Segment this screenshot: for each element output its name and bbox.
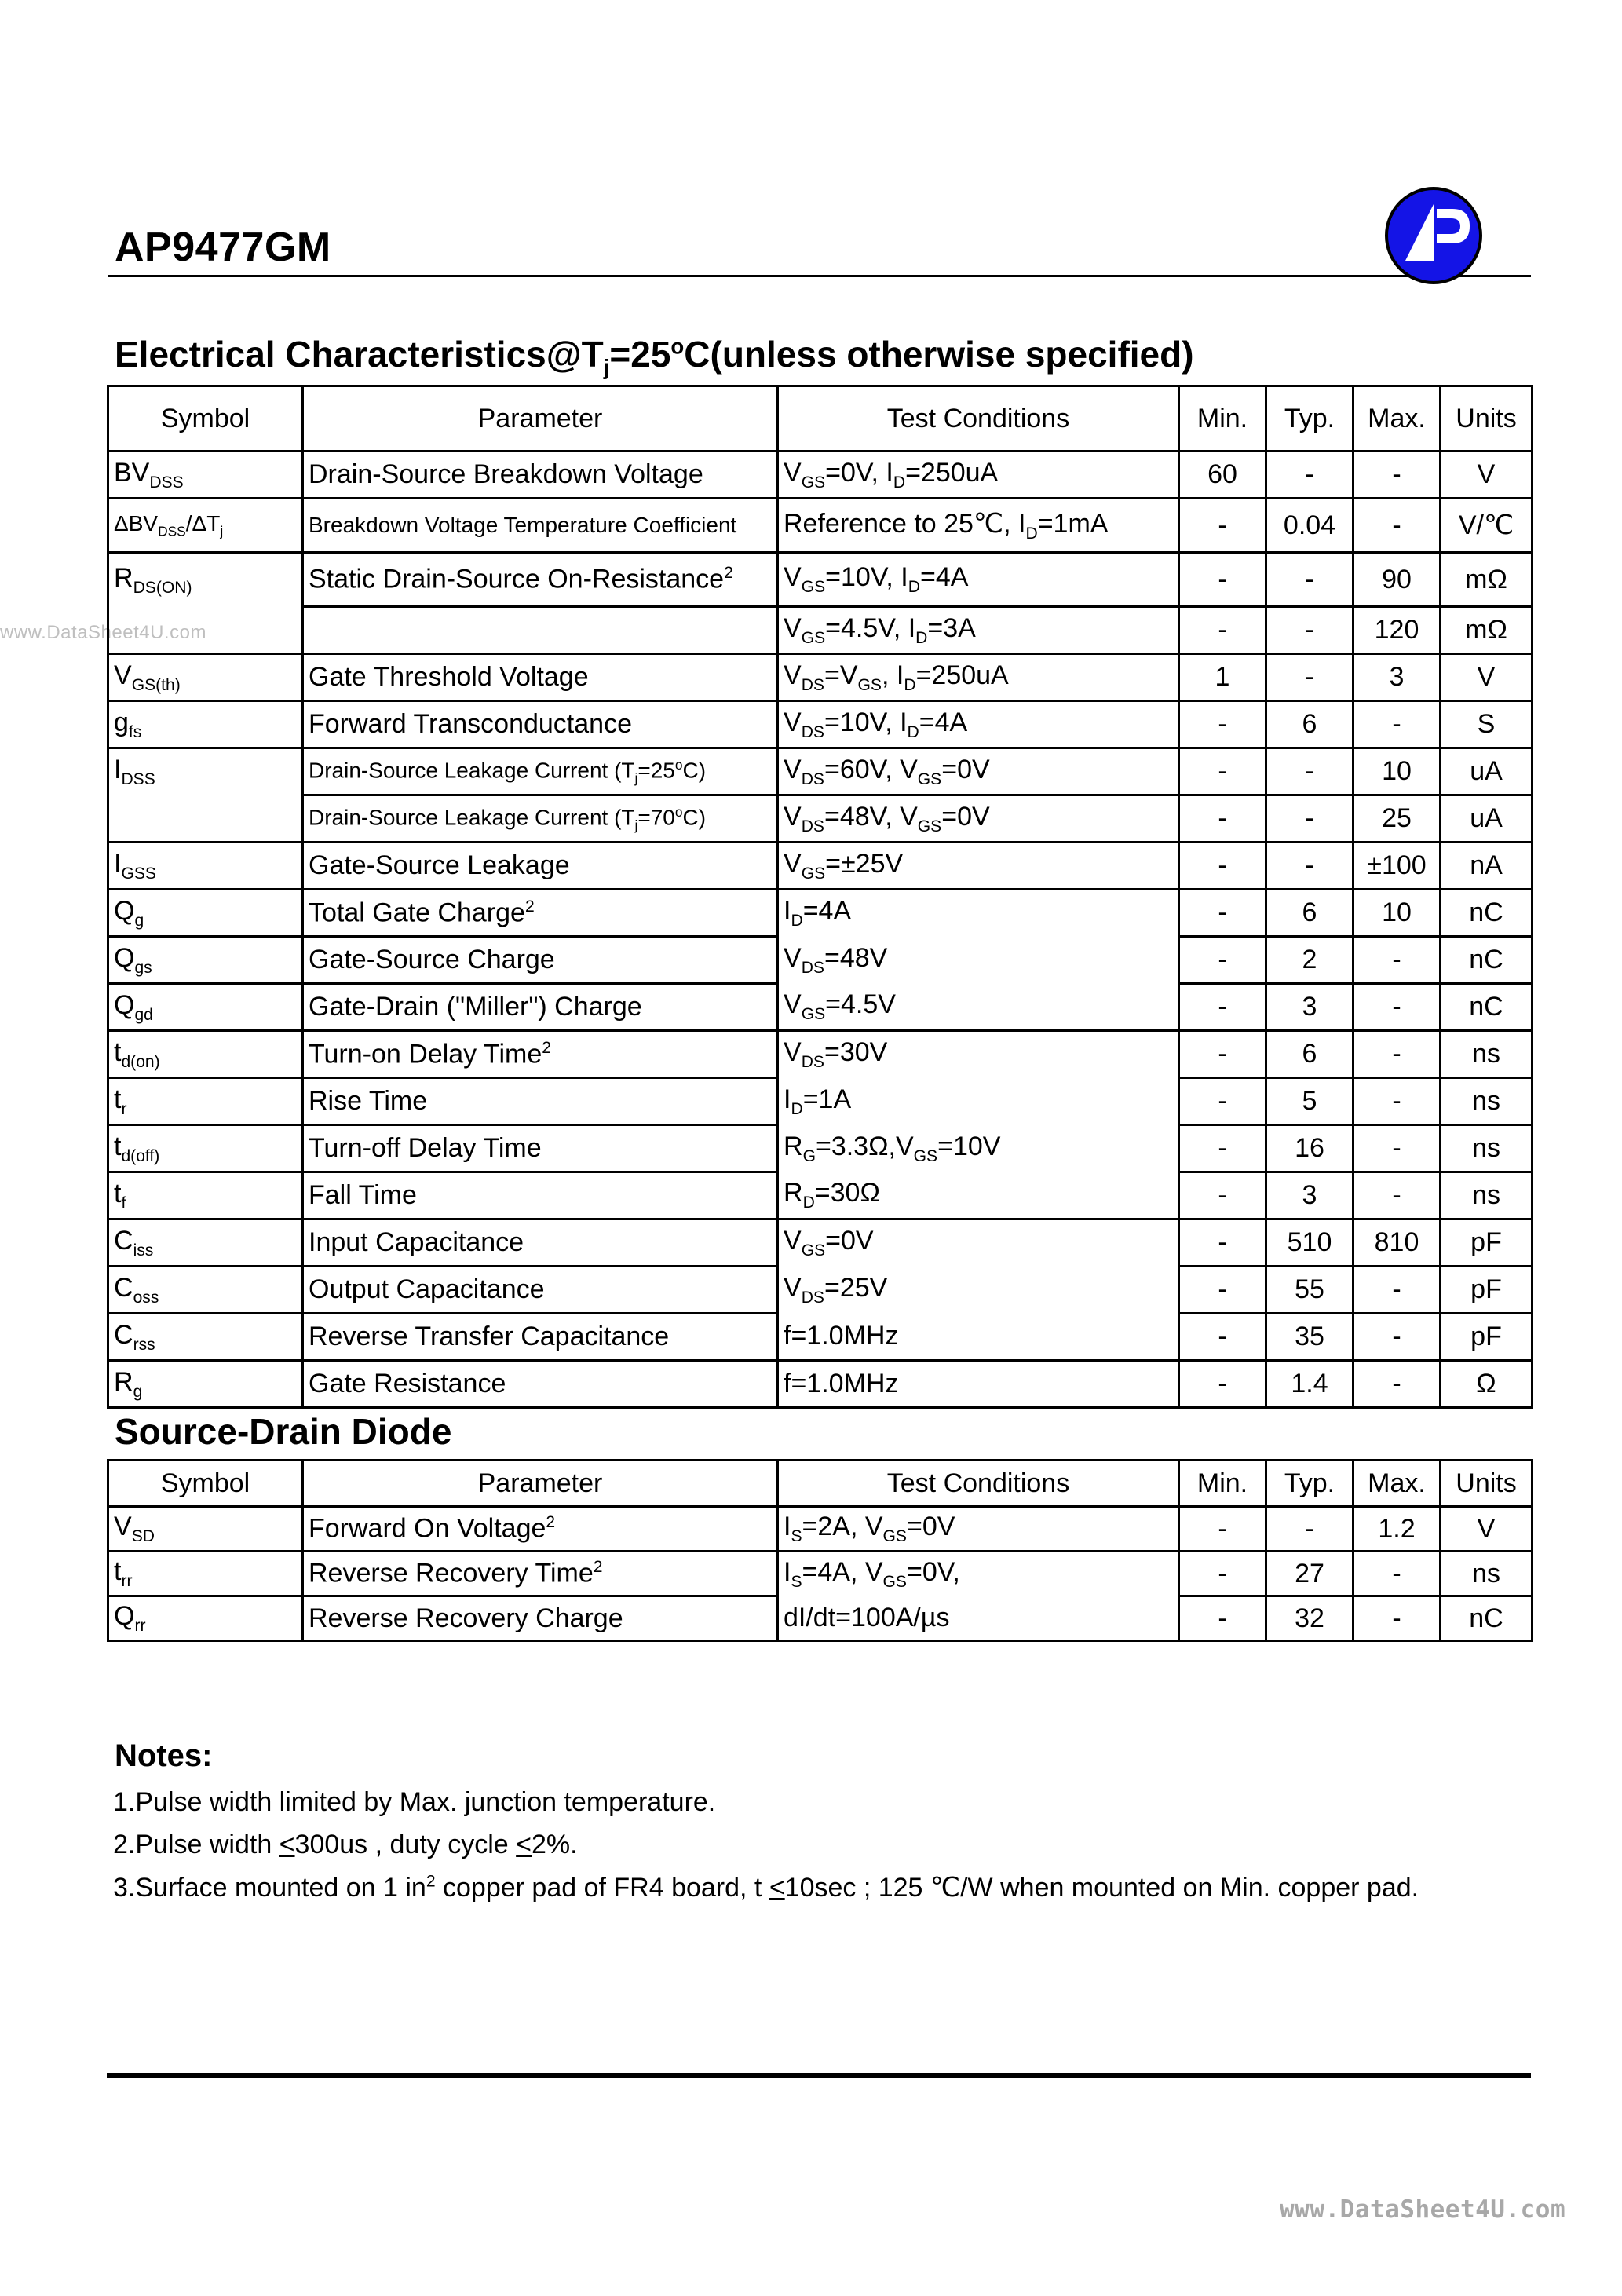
- unit-cell: nC: [1441, 937, 1532, 984]
- min-cell: -: [1179, 607, 1266, 654]
- typ-cell: 5: [1266, 1078, 1353, 1125]
- typ-cell: -: [1266, 452, 1353, 499]
- symbol-cell: $t_{rr}$: [108, 1552, 303, 1596]
- typ-cell: -: [1266, 607, 1353, 654]
- symbol-cell: $g_{fs}$: [108, 701, 303, 748]
- symbol-cell: $C_{rss}$: [108, 1314, 303, 1361]
- symbol-cell: $Q_{gs}$: [108, 937, 303, 984]
- column-header: Typ.: [1266, 386, 1353, 452]
- watermark-left: www.DataSheet4U.com: [0, 622, 206, 643]
- unit-cell: ns: [1441, 1125, 1532, 1172]
- typ-cell: 32: [1266, 1596, 1353, 1641]
- max-cell: -: [1353, 1314, 1441, 1361]
- max-cell: -: [1353, 984, 1441, 1031]
- symbol-cell: $V_{SD}$: [108, 1507, 303, 1552]
- unit-cell: pF: [1441, 1267, 1532, 1314]
- max-cell: 25: [1353, 795, 1441, 843]
- ap-logo-icon: [1383, 185, 1484, 286]
- source-drain-diode-table: [107, 1459, 1533, 1642]
- table-row: [108, 890, 1532, 937]
- symbol-cell: $R_{DS(ON)}$: [108, 553, 303, 607]
- condition-cell: Reference to 25℃, $I_D=1mA$: [778, 499, 1179, 553]
- parameter-cell: Forward On Voltage$^2$: [303, 1507, 778, 1552]
- symbol-cell: $BV_{DSS}$: [108, 452, 303, 499]
- document-title: AP9477GM: [115, 225, 331, 270]
- typ-cell: 35: [1266, 1314, 1353, 1361]
- table-row: [108, 843, 1532, 890]
- typ-cell: 2: [1266, 937, 1353, 984]
- column-header: Symbol: [108, 386, 303, 452]
- parameter-cell: Gate-Source Charge: [303, 937, 778, 984]
- table-row: [108, 1552, 1532, 1596]
- parameter-cell: Reverse Transfer Capacitance: [303, 1314, 778, 1361]
- min-cell: -: [1179, 1596, 1266, 1641]
- condition-cell: $R_D=30\Omega$: [778, 1172, 1179, 1219]
- column-header: Units: [1441, 386, 1532, 452]
- note-1: 1.Pulse width limited by Max. junction temperature.: [113, 1787, 716, 1817]
- symbol-cell: $\Delta BV_{DSS}/\Delta T_j$: [108, 499, 303, 553]
- max-cell: 3: [1353, 654, 1441, 701]
- symbol-cell: $t_f$: [108, 1172, 303, 1219]
- parameter-cell: Rise Time: [303, 1078, 778, 1125]
- max-cell: 90: [1353, 553, 1441, 607]
- column-header: Parameter: [303, 386, 778, 452]
- min-cell: -: [1179, 843, 1266, 890]
- max-cell: 810: [1353, 1219, 1441, 1267]
- min-cell: -: [1179, 1125, 1266, 1172]
- parameter-cell: Turn-on Delay Time$^2$: [303, 1031, 778, 1078]
- unit-cell: uA: [1441, 795, 1532, 843]
- max-cell: -: [1353, 1172, 1441, 1219]
- min-cell: 60: [1179, 452, 1266, 499]
- symbol-cell: $C_{iss}$: [108, 1219, 303, 1267]
- unit-cell: Ω: [1441, 1361, 1532, 1408]
- symbol-cell: $R_g$: [108, 1361, 303, 1408]
- column-header: Symbol: [108, 1461, 303, 1507]
- table-row: [108, 1361, 1532, 1408]
- unit-cell: uA: [1441, 748, 1532, 795]
- unit-cell: mΩ: [1441, 553, 1532, 607]
- unit-cell: nC: [1441, 890, 1532, 937]
- condition-cell: $V_{DS}=10V$, $I_D=4A$: [778, 701, 1179, 748]
- unit-cell: V: [1441, 452, 1532, 499]
- column-header: Min.: [1179, 386, 1266, 452]
- symbol-cell: $t_{d(off)}$: [108, 1125, 303, 1172]
- table-row: [108, 1078, 1532, 1125]
- symbol-cell: $I_{DSS}$: [108, 748, 303, 795]
- min-cell: -: [1179, 1361, 1266, 1408]
- column-header: Typ.: [1266, 1461, 1353, 1507]
- min-cell: -: [1179, 890, 1266, 937]
- column-header: Min.: [1179, 1461, 1266, 1507]
- min-cell: -: [1179, 1172, 1266, 1219]
- table-row: [108, 1125, 1532, 1172]
- diode-heading: Source-Drain Diode: [115, 1411, 452, 1452]
- parameter-cell: Reverse Recovery Charge: [303, 1596, 778, 1641]
- typ-cell: -: [1266, 654, 1353, 701]
- column-header: Test Conditions: [778, 1461, 1179, 1507]
- typ-cell: -: [1266, 1507, 1353, 1552]
- parameter-cell: Forward Transconductance: [303, 701, 778, 748]
- max-cell: -: [1353, 701, 1441, 748]
- parameter-cell: Drain-Source Leakage Current $(T_j=70^oC)$: [303, 795, 778, 843]
- table-row: [108, 701, 1532, 748]
- min-cell: -: [1179, 1552, 1266, 1596]
- symbol-cell: $I_{GSS}$: [108, 843, 303, 890]
- column-header: Test Conditions: [778, 386, 1179, 452]
- typ-cell: -: [1266, 843, 1353, 890]
- min-cell: -: [1179, 984, 1266, 1031]
- unit-cell: V/℃: [1441, 499, 1532, 553]
- min-cell: -: [1179, 499, 1266, 553]
- table-row: [108, 748, 1532, 795]
- condition-cell: $V_{GS}=10V$, $I_D=4A$: [778, 553, 1179, 607]
- condition-cell: $V_{GS}=0V$, $I_D=250uA$: [778, 452, 1179, 499]
- typ-cell: 6: [1266, 701, 1353, 748]
- table-row: [108, 1314, 1532, 1361]
- typ-cell: 27: [1266, 1552, 1353, 1596]
- table-row: [108, 553, 1532, 607]
- symbol-cell: $t_{d(on)}$: [108, 1031, 303, 1078]
- typ-cell: -: [1266, 748, 1353, 795]
- unit-cell: nC: [1441, 1596, 1532, 1641]
- max-cell: 1.2: [1353, 1507, 1441, 1552]
- condition-cell: $I_S=2A$, $V_{GS}=0V$: [778, 1507, 1179, 1552]
- max-cell: 10: [1353, 748, 1441, 795]
- min-cell: -: [1179, 795, 1266, 843]
- parameter-cell: Breakdown Voltage Temperature Coefficient: [303, 499, 778, 553]
- min-cell: -: [1179, 1267, 1266, 1314]
- typ-cell: 55: [1266, 1267, 1353, 1314]
- table-row: [108, 1267, 1532, 1314]
- unit-cell: ns: [1441, 1172, 1532, 1219]
- parameter-cell: [303, 607, 778, 654]
- max-cell: -: [1353, 1031, 1441, 1078]
- parameter-cell: Turn-off Delay Time: [303, 1125, 778, 1172]
- unit-cell: ns: [1441, 1552, 1532, 1596]
- watermark-bottom: www.DataSheet4U.com: [1280, 2195, 1566, 2224]
- condition-cell: $I_D=1A$: [778, 1078, 1179, 1125]
- max-cell: -: [1353, 1361, 1441, 1408]
- typ-cell: -: [1266, 795, 1353, 843]
- parameter-cell: Gate-Source Leakage: [303, 843, 778, 890]
- symbol-cell: $t_r$: [108, 1078, 303, 1125]
- typ-cell: 0.04: [1266, 499, 1353, 553]
- max-cell: 120: [1353, 607, 1441, 654]
- table-row: [108, 1596, 1532, 1641]
- unit-cell: S: [1441, 701, 1532, 748]
- unit-cell: nC: [1441, 984, 1532, 1031]
- max-cell: -: [1353, 1267, 1441, 1314]
- column-header: Max.: [1353, 386, 1441, 452]
- min-cell: -: [1179, 553, 1266, 607]
- max-cell: -: [1353, 1552, 1441, 1596]
- parameter-cell: Reverse Recovery Time$^2$: [303, 1552, 778, 1596]
- unit-cell: mΩ: [1441, 607, 1532, 654]
- min-cell: -: [1179, 1078, 1266, 1125]
- table-row: [108, 984, 1532, 1031]
- symbol-cell: $Q_{gd}$: [108, 984, 303, 1031]
- unit-cell: ns: [1441, 1078, 1532, 1125]
- condition-cell: $V_{DS}=48V$: [778, 937, 1179, 984]
- column-header: Parameter: [303, 1461, 778, 1507]
- table-row: [108, 452, 1532, 499]
- typ-cell: -: [1266, 553, 1353, 607]
- parameter-cell: Drain-Source Breakdown Voltage: [303, 452, 778, 499]
- typ-cell: 6: [1266, 890, 1353, 937]
- electrical-characteristics-table: [107, 385, 1533, 1409]
- typ-cell: 3: [1266, 984, 1353, 1031]
- min-cell: -: [1179, 701, 1266, 748]
- table-row: [108, 1507, 1532, 1552]
- table-row: [108, 795, 1532, 843]
- typ-cell: 1.4: [1266, 1361, 1353, 1408]
- condition-cell: $V_{DS}=V_{GS}$, $I_D=250uA$: [778, 654, 1179, 701]
- typ-cell: 3: [1266, 1172, 1353, 1219]
- parameter-cell: Static Drain-Source On-Resistance$^2$: [303, 553, 778, 607]
- min-cell: -: [1179, 1219, 1266, 1267]
- typ-cell: 16: [1266, 1125, 1353, 1172]
- symbol-cell: $Q_g$: [108, 890, 303, 937]
- unit-cell: nA: [1441, 843, 1532, 890]
- condition-cell: dI/dt=100A/µs: [778, 1596, 1179, 1641]
- parameter-cell: Output Capacitance: [303, 1267, 778, 1314]
- condition-cell: $V_{GS}=\pm 25V$: [778, 843, 1179, 890]
- parameter-cell: Gate-Drain ("Miller") Charge: [303, 984, 778, 1031]
- parameter-cell: Gate Resistance: [303, 1361, 778, 1408]
- note-2: 2.Pulse width <300us , duty cycle <2%.: [113, 1830, 578, 1859]
- condition-cell: $V_{GS}=0V$: [778, 1219, 1179, 1267]
- max-cell: -: [1353, 499, 1441, 553]
- min-cell: -: [1179, 1507, 1266, 1552]
- max-cell: -: [1353, 1078, 1441, 1125]
- condition-cell: $V_{DS}=25V$: [778, 1267, 1179, 1314]
- symbol-cell: [108, 607, 303, 654]
- table-row: [108, 654, 1532, 701]
- min-cell: -: [1179, 1031, 1266, 1078]
- min-cell: 1: [1179, 654, 1266, 701]
- min-cell: -: [1179, 1314, 1266, 1361]
- table-row: [108, 937, 1532, 984]
- condition-cell: $R_G=3.3\Omega,V_{GS}=10V$: [778, 1125, 1179, 1172]
- condition-cell: $V_{DS}=60V$, $V_{GS}=0V$: [778, 748, 1179, 795]
- unit-cell: ns: [1441, 1031, 1532, 1078]
- notes-title: Notes:: [115, 1738, 213, 1773]
- unit-cell: pF: [1441, 1219, 1532, 1267]
- column-header: Max.: [1353, 1461, 1441, 1507]
- note-3: 3.Surface mounted on 1 $in^2$ copper pad of FR4 board, t <10sec ; 125 ℃/W when mounted on Min. copper pad.: [113, 1872, 1419, 1903]
- condition-cell: f=1.0MHz: [778, 1314, 1179, 1361]
- min-cell: -: [1179, 937, 1266, 984]
- symbol-cell: $C_{oss}$: [108, 1267, 303, 1314]
- condition-cell: $V_{DS}=30V$: [778, 1031, 1179, 1078]
- min-cell: -: [1179, 748, 1266, 795]
- footer-rule: [107, 2073, 1531, 2078]
- column-header: Units: [1441, 1461, 1532, 1507]
- max-cell: -: [1353, 1125, 1441, 1172]
- condition-cell: $I_S=4A$, $V_{GS}=0V$,: [778, 1552, 1179, 1596]
- table-row: [108, 1031, 1532, 1078]
- parameter-cell: Drain-Source Leakage Current $(T_j=25^oC)$: [303, 748, 778, 795]
- max-cell: -: [1353, 1596, 1441, 1641]
- max-cell: ±100: [1353, 843, 1441, 890]
- table-row: [108, 1219, 1532, 1267]
- typ-cell: 510: [1266, 1219, 1353, 1267]
- max-cell: 10: [1353, 890, 1441, 937]
- electrical-heading: Electrical $Characteristics@T_j=25^oC(unless$ otherwise specified): [115, 334, 1194, 380]
- unit-cell: V: [1441, 654, 1532, 701]
- condition-cell: f=1.0MHz: [778, 1361, 1179, 1408]
- condition-cell: $I_D=4A$: [778, 890, 1179, 937]
- symbol-cell: $V_{GS(th)}$: [108, 654, 303, 701]
- parameter-cell: Input Capacitance: [303, 1219, 778, 1267]
- unit-cell: V: [1441, 1507, 1532, 1552]
- symbol-cell: [108, 795, 303, 843]
- max-cell: -: [1353, 452, 1441, 499]
- condition-cell: $V_{DS}=48V$, $V_{GS}=0V$: [778, 795, 1179, 843]
- condition-cell: $V_{GS}=4.5V$, $I_D=3A$: [778, 607, 1179, 654]
- parameter-cell: Fall Time: [303, 1172, 778, 1219]
- parameter-cell: Gate Threshold Voltage: [303, 654, 778, 701]
- header-rule: [108, 275, 1531, 277]
- max-cell: -: [1353, 937, 1441, 984]
- typ-cell: 6: [1266, 1031, 1353, 1078]
- symbol-cell: $Q_{rr}$: [108, 1596, 303, 1641]
- unit-cell: pF: [1441, 1314, 1532, 1361]
- condition-cell: $V_{GS}=4.5V$: [778, 984, 1179, 1031]
- table-row: [108, 1172, 1532, 1219]
- table-row: [108, 607, 1532, 654]
- table-row: [108, 499, 1532, 553]
- parameter-cell: Total Gate Charge$^2$: [303, 890, 778, 937]
